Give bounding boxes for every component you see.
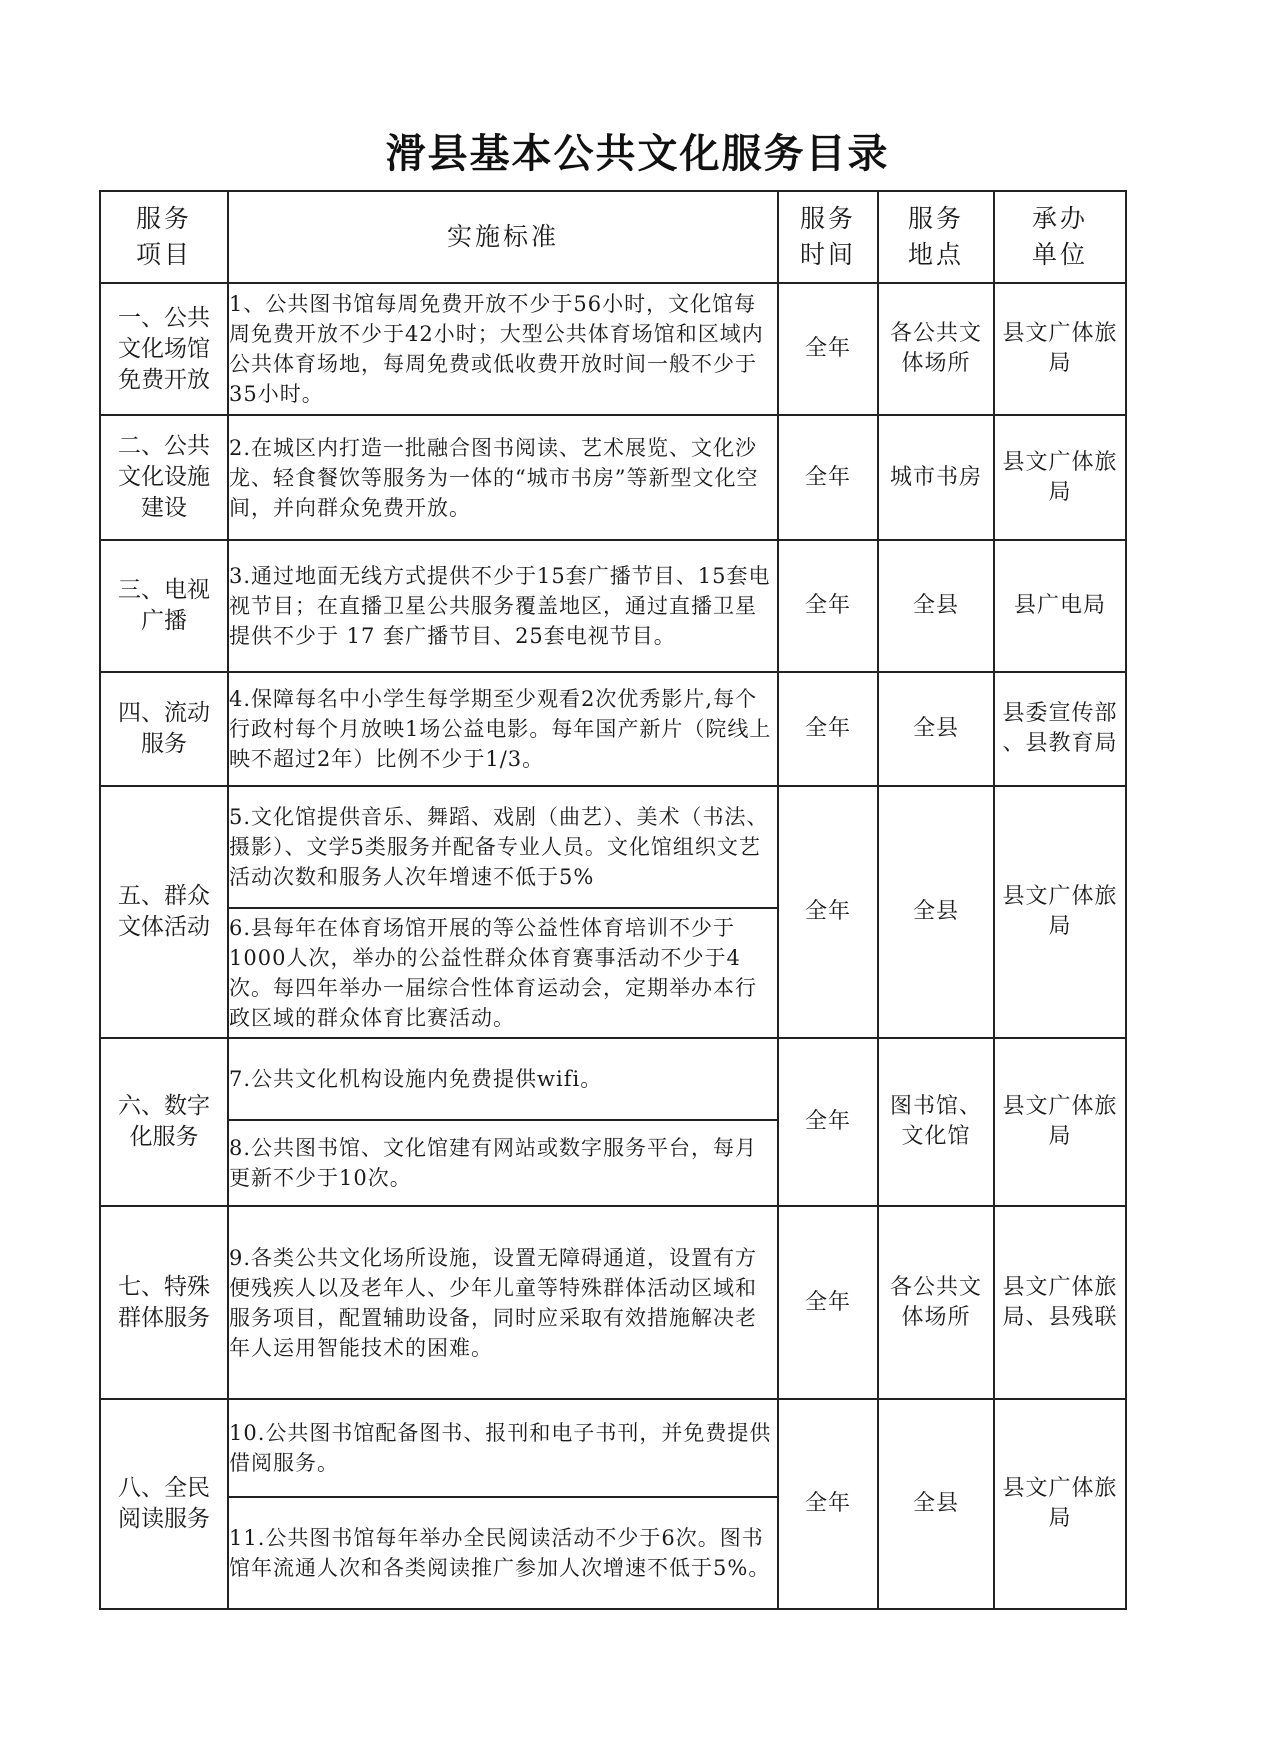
standard-text: 1、公共图书馆每周免费开放不少于56小时，文化馆每周免费开放不少于42小时；大型公共体育场馆和区域内公共体育场地，每周免费或低收费开放时间一般不少于35小时。 xyxy=(229,292,764,406)
standard-text: 4.保障每名中小学生每学期至少观看2次优秀影片,每个行政村每个月放映1场公益电影。每年国产新片（院线上映不超过2年）比例不少于1/3。 xyxy=(229,687,772,771)
service-item-cell: 四、流动 服务 xyxy=(100,672,228,786)
service-item-cell: 七、特殊 群体服务 xyxy=(100,1206,228,1399)
service-item-cell: 三、电视 广播 xyxy=(100,540,228,672)
standard-text: 7.公共文化机构设施内免费提供wifi。 xyxy=(229,1067,603,1091)
header-service-item: 服务 项目 xyxy=(100,191,228,283)
standard-cell xyxy=(228,1497,778,1609)
responsible-unit-cell: 县文广体旅 局 xyxy=(994,1399,1126,1609)
standard-cell xyxy=(228,1120,778,1206)
standard-text: 11.公共图书馆每年举办全民阅读活动不少于6次。图书馆年流通人次和各类阅读推广参加人次增速不低于5%。 xyxy=(229,1526,771,1580)
table-row xyxy=(100,1206,1126,1399)
standard-cell xyxy=(228,540,778,672)
service-time-cell: 全年 xyxy=(778,415,878,540)
service-catalog-table xyxy=(99,190,1127,1610)
page-title: 滑县基本公共文化服务目录 xyxy=(385,131,890,177)
service-time-cell: 全年 xyxy=(778,283,878,415)
service-place-cell: 全县 xyxy=(878,540,994,672)
table-row xyxy=(100,540,1126,672)
header-responsible-unit: 承办 单位 xyxy=(994,191,1126,283)
responsible-unit-cell: 县文广体旅 局、县残联 xyxy=(994,1206,1126,1399)
service-place-cell: 各公共文 体场所 xyxy=(878,1206,994,1399)
table-header-row xyxy=(100,191,1126,283)
standard-cell xyxy=(228,283,778,415)
responsible-unit-cell: 县委宣传部 、县教育局 xyxy=(994,672,1126,786)
service-time-cell: 全年 xyxy=(778,786,878,1038)
header-standard: 实施标准 xyxy=(228,191,778,283)
standard-text: 2.在城区内打造一批融合图书阅读、艺术展览、文化沙龙、轻食餐饮等服务为一体的“城市书房”等新型文化空间，并向群众免费开放。 xyxy=(229,435,759,520)
standard-text: 3.通过地面无线方式提供不少于15套广播节目、15套电视节目；在直播卫星公共服务覆盖地区，通过直播卫星提供不少于 17 套广播节目、25套电视节目。 xyxy=(229,564,771,648)
standard-cell xyxy=(228,415,778,540)
table-row xyxy=(100,1399,1126,1497)
service-item-cell: 二、公共 文化设施 建设 xyxy=(100,415,228,540)
responsible-unit-cell: 县文广体旅 局 xyxy=(994,415,1126,540)
standard-cell xyxy=(228,672,778,786)
service-item-cell: 八、全民 阅读服务 xyxy=(100,1399,228,1609)
service-item-cell: 五、群众 文体活动 xyxy=(100,786,228,1038)
header-service-place: 服务 地点 xyxy=(878,191,994,283)
standard-cell xyxy=(228,1399,778,1497)
table-row xyxy=(100,1038,1126,1120)
service-item-cell: 六、数字 化服务 xyxy=(100,1038,228,1206)
service-place-cell: 全县 xyxy=(878,1399,994,1609)
table-row xyxy=(100,415,1126,540)
standard-text: 10.公共图书馆配备图书、报刊和电子书刊，并免费提供借阅服务。 xyxy=(229,1421,772,1475)
standard-text: 9.各类公共文化场所设施，设置无障碍通道，设置有方便残疾人以及老年人、少年儿童等特殊群体活动区域和服务项目，配置辅助设备，同时应采取有效措施解决老年人运用智能技术的困难。 xyxy=(229,1245,758,1360)
service-item-cell: 一、公共 文化场馆 免费开放 xyxy=(100,283,228,415)
service-place-cell: 各公共文 体场所 xyxy=(878,283,994,415)
standard-cell xyxy=(228,908,778,1038)
standard-cell xyxy=(228,786,778,908)
responsible-unit-cell: 县广电局 xyxy=(994,540,1126,672)
standard-text: 5.文化馆提供音乐、舞蹈、戏剧（曲艺）、美术（书法、摄影）、文学5类服务并配备专业人员。文化馆组织文艺活动次数和服务人次年增速不低于5% xyxy=(229,805,769,889)
table-row xyxy=(100,786,1126,908)
service-place-cell: 全县 xyxy=(878,672,994,786)
service-place-cell: 城市书房 xyxy=(878,415,994,540)
service-place-cell: 图书馆、 文化馆 xyxy=(878,1038,994,1206)
standard-cell xyxy=(228,1038,778,1120)
table-row xyxy=(100,672,1126,786)
service-time-cell: 全年 xyxy=(778,672,878,786)
responsible-unit-cell: 县文广体旅 局 xyxy=(994,1038,1126,1206)
service-time-cell: 全年 xyxy=(778,1399,878,1609)
service-time-cell: 全年 xyxy=(778,1038,878,1206)
service-time-cell: 全年 xyxy=(778,540,878,672)
responsible-unit-cell: 县文广体旅 局 xyxy=(994,283,1126,415)
standard-text: 8.公共图书馆、文化馆建有网站或数字服务平台，每月更新不少于10次。 xyxy=(229,1136,758,1190)
standard-cell xyxy=(228,1206,778,1399)
table-row xyxy=(100,283,1126,415)
header-service-time: 服务 时间 xyxy=(778,191,878,283)
service-time-cell: 全年 xyxy=(778,1206,878,1399)
table-body xyxy=(100,283,1126,1609)
responsible-unit-cell: 县文广体旅 局 xyxy=(994,786,1126,1038)
standard-text: 6.县每年在体育场馆开展的等公益性体育培训不少于1000人次，举办的公益性群众体育赛事活动不少于4次。每四年举办一届综合性体育运动会，定期举办本行政区域的群众体育比赛活动。 xyxy=(229,916,757,1030)
service-place-cell: 全县 xyxy=(878,786,994,1038)
